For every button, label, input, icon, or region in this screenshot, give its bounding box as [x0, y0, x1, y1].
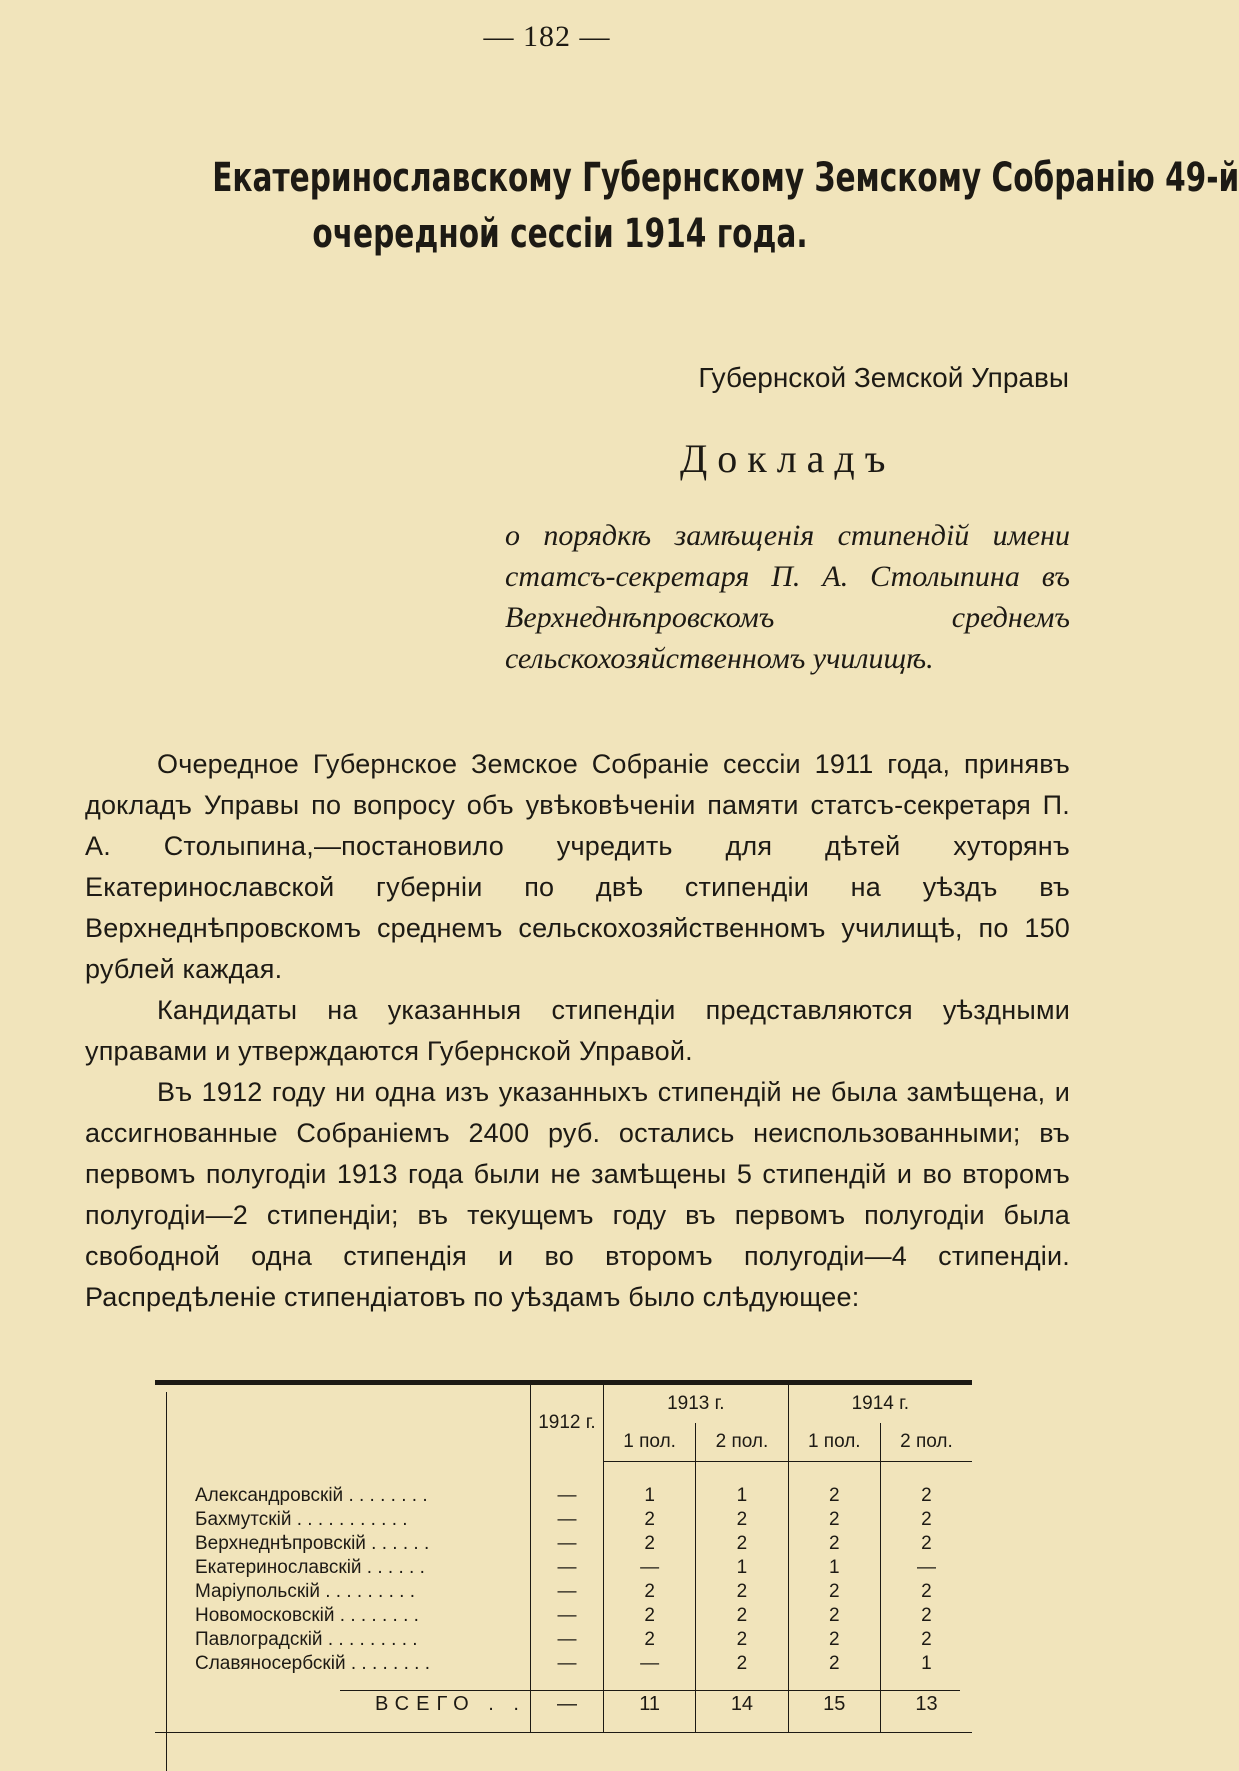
- table-header-row: [155, 1383, 972, 1424]
- report-subject: о порядкѣ замѣщенія стипендій имени статсъ-секретаря П. А. Столыпина въ Верхнеднѣпровскомъ среднемъ сельскохозяйственномъ училищѣ.: [505, 519, 1070, 675]
- cell-1914-half1: 2: [788, 1628, 880, 1652]
- cell-1914-half1: 2: [788, 1484, 880, 1508]
- cell-1914-half2: 2: [880, 1508, 972, 1532]
- district-name: Славяносербскій . . . . . . . .: [195, 1653, 431, 1674]
- cell-1913-half1: 2: [603, 1628, 695, 1652]
- header-1912: 1912 г.: [530, 1383, 603, 1462]
- table-row: [155, 1604, 972, 1628]
- cell-1913-half2: 2: [696, 1532, 788, 1556]
- cell-1914-half2: 2: [880, 1628, 972, 1652]
- district-name: Маріупольскій . . . . . . . . .: [195, 1581, 415, 1602]
- document-header: [212, 150, 1239, 262]
- total-1914-half1: 15: [788, 1676, 880, 1733]
- cell-1912: —: [530, 1580, 603, 1604]
- total-1914-half2: 13: [880, 1676, 972, 1733]
- total-separator-rule: [340, 1690, 960, 1691]
- cell-1913-half2: 2: [696, 1628, 788, 1652]
- district-name: Екатеринославскій . . . . . .: [195, 1557, 425, 1578]
- stipend-table-wrapper: [155, 1380, 972, 1733]
- district-name: Новомосковскій . . . . . . . .: [195, 1605, 419, 1626]
- header-1914-half2: 2 пол.: [880, 1423, 972, 1462]
- cell-1913-half2: 2: [696, 1604, 788, 1628]
- cell-1912: —: [530, 1604, 603, 1628]
- cell-1914-half1: 2: [788, 1580, 880, 1604]
- cell-1913-half2: 2: [696, 1652, 788, 1676]
- district-name: Бахмутскій . . . . . . . . . . .: [195, 1509, 408, 1530]
- cell-1914-half1: 2: [788, 1604, 880, 1628]
- header-1913-half2: 2 пол.: [696, 1423, 788, 1462]
- cell-1913-half1: 2: [603, 1532, 695, 1556]
- body-paragraph-2: Кандидаты на указанныя стипендіи представляются уѣздными управами и утверждаются Губернской Управой.: [85, 995, 1070, 1066]
- table-row: [155, 1484, 972, 1508]
- cell-1914-half1: 2: [788, 1508, 880, 1532]
- header-line-2: очередной сессіи 1914 года.: [312, 211, 808, 257]
- page-number: — 182 —: [483, 20, 611, 53]
- header-1913: 1913 г.: [603, 1383, 788, 1424]
- cell-1914-half2: 2: [880, 1580, 972, 1604]
- cell-1913-half1: —: [603, 1556, 695, 1580]
- district-name: Александровскій . . . . . . . .: [195, 1485, 428, 1506]
- header-1914-half1: 1 пол.: [788, 1423, 880, 1462]
- document-type: Докладъ: [680, 436, 896, 481]
- cell-1912: —: [530, 1532, 603, 1556]
- cell-1914-half1: 2: [788, 1532, 880, 1556]
- cell-1914-half2: 2: [880, 1604, 972, 1628]
- table-row: [155, 1508, 972, 1532]
- body-paragraph-1: Очередное Губернское Земское Собраніе сессіи 1911 года, принявъ докладъ Управы по вопросу объ увѣковѣченіи памяти статсъ-секретаря П. А. Столыпина,—постановило учредить для дѣтей хуторянъ Екатеринославской губерніи по двѣ стипендіи на уѣздъ въ Верхнеднѣпровскомъ среднемъ сельскохозяйственномъ училищѣ, по 150 рублей каждая.: [85, 749, 1070, 984]
- body-paragraph-3: Въ 1912 году ни одна изъ указанныхъ стипендій не была замѣщена, и ассигнованные Собраніемъ 2400 руб. остались неиспользованными; въ первомъ полугодіи 1913 года были не замѣщены 5 стипендій и во второмъ полугодіи—2 стипендіи; въ текущемъ году въ первомъ полугодіи была свободной одна стипендія и во второмъ полугодіи—4 стипендіи. Распредѣленіе стипендіатовъ по уѣздамъ было слѣдующее:: [85, 1077, 1070, 1312]
- cell-1913-half1: 2: [603, 1604, 695, 1628]
- cell-1913-half2: 1: [696, 1484, 788, 1508]
- cell-1913-half1: 2: [603, 1508, 695, 1532]
- cell-1912: —: [530, 1652, 603, 1676]
- cell-1914-half1: 2: [788, 1652, 880, 1676]
- header-line-1: Екатеринославскому Губернскому Земскому Собранію 49-й: [212, 155, 1239, 201]
- cell-1914-half2: —: [880, 1556, 972, 1580]
- table-spacer: [155, 1462, 972, 1485]
- table-row: [155, 1652, 972, 1676]
- stipend-table: [155, 1380, 972, 1733]
- table-left-rule: [166, 1392, 167, 1771]
- total-label: ВСЕГО . .: [375, 1692, 526, 1715]
- cell-1914-half2: 2: [880, 1484, 972, 1508]
- cell-1912: —: [530, 1556, 603, 1580]
- cell-1912: —: [530, 1628, 603, 1652]
- table-total-row: [155, 1676, 972, 1733]
- district-name: Павлоградскій . . . . . . . . .: [195, 1629, 418, 1650]
- cell-1914-half2: 1: [880, 1652, 972, 1676]
- cell-1913-half1: —: [603, 1652, 695, 1676]
- table-row: [155, 1628, 972, 1652]
- total-1913-half2: 14: [696, 1676, 788, 1733]
- header-1913-half1: 1 пол.: [603, 1423, 695, 1462]
- cell-1912: —: [530, 1508, 603, 1532]
- cell-1913-half2: 2: [696, 1508, 788, 1532]
- cell-1912: —: [530, 1484, 603, 1508]
- cell-1913-half2: 1: [696, 1556, 788, 1580]
- cell-1913-half1: 2: [603, 1580, 695, 1604]
- cell-1914-half2: 2: [880, 1532, 972, 1556]
- header-1914: 1914 г.: [788, 1383, 972, 1424]
- cell-1914-half1: 1: [788, 1556, 880, 1580]
- table-row: [155, 1532, 972, 1556]
- table-row: [155, 1580, 972, 1604]
- cell-1913-half1: 1: [603, 1484, 695, 1508]
- issuing-authority: Губернской Земской Управы: [698, 362, 1069, 393]
- cell-1913-half2: 2: [696, 1580, 788, 1604]
- district-column-header: [155, 1383, 530, 1462]
- district-name: Верхнеднѣпровскій . . . . . .: [195, 1533, 430, 1554]
- report-body: [85, 744, 1070, 1318]
- total-1912: —: [530, 1676, 603, 1733]
- total-1913-half1: 11: [603, 1676, 695, 1733]
- table-row: [155, 1556, 972, 1580]
